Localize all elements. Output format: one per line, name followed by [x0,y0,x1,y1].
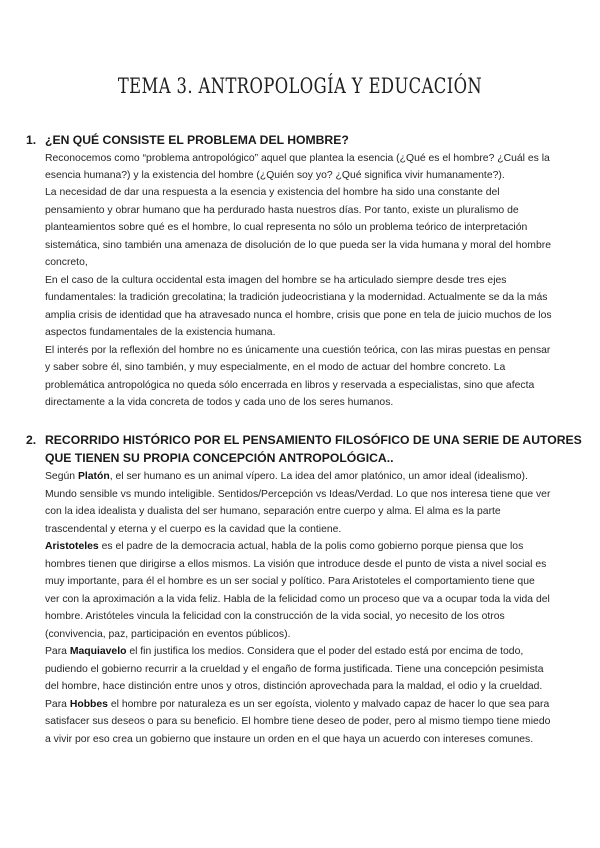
platon-prefix: Según [45,471,78,482]
section-1-line: problemática antropológica no queda sólo encerrada en libros y reservada a especialistas, sino que afecta [45,380,535,391]
section-1-number: 1. [26,133,37,147]
author-name-maquiavelo: Maquiavelo [69,646,127,657]
aristoteles-line: muy importante, para él el hombre es un ser social y político. Para Aristoteles el comportamiento tiene que [45,576,535,587]
section-1-line: Reconocemos como “problema antropológico” aquel que plantea la esencia (¿Qué es el hombre? ¿Cuál es la [45,153,550,164]
section-1-line: En el caso de la cultura occidental esta imagen del hombre se ha articulado siempre desde tres ejes [45,275,507,286]
author-name-aristoteles: Aristoteles [45,541,99,552]
section-1-line: planteamientos sobre qué es el hombre, lo cual representa no sólo un problema teórico de interpretación [45,222,528,233]
platon-line: Mundo sensible vs mundo inteligible. Sentidos/Percepción vs Ideas/Verdad. Lo que nos interesa tiene que ver [45,489,551,500]
aristoteles-line: ver con la aproximación a la vida feliz. Habla de la felicidad como un proceso que va a ocupar toda la vida del [45,594,550,605]
section-1-line: La necesidad de dar una respuesta a la esencia y existencia del hombre ha sido una constante del [45,187,500,198]
maquiavelo-paragraph-first-line [45,645,523,658]
section-1-line: aspectos fundamentales de la existencia humana. [45,327,276,338]
author-name-platon: Platón [77,471,110,482]
aristoteles-line: hombres tienen que dirigirse a ellos mismos. La visión que introduce desde el punto de vista a nivel social es [45,559,547,570]
section-1-line: esencia humana?) y la existencia del hombre (¿Quién soy yo? ¿Qué significa vivir humanamente?). [45,170,505,181]
section-1-line: directamente a la vida concreta de todos y cada uno de los seres humanos. [45,397,394,408]
hobbes-paragraph-first-line [45,698,549,711]
section-1-line: y saber sobre él, sino también, y muy especialmente, en el modo de actuar del hombre concreto. La [45,362,506,373]
author-name-hobbes: Hobbes [69,699,108,710]
section-2-heading-line1: RECORRIDO HISTÓRICO POR EL PENSAMIENTO FILOSÓFICO DE UNA SERIE DE AUTORES [45,433,582,447]
section-1-line: fundamentales: la tradición grecolatina; la tradición judeocristiana y la modernidad. Actualmente se da la más [45,292,548,303]
hobbes-line: a vivir por eso crea un gobierno que instaure un orden en el que haya un acuerdo con intereses comunes. [45,734,534,745]
section-1-line: El interés por la reflexión del hombre no es únicamente una cuestión teórica, con las miras puestas en pensar [45,345,551,356]
page-title: TEMA 3. ANTROPOLOGÍA Y EDUCACIÓN [117,74,483,98]
maquiavelo-line: del hombre, hace distinción entre unos y otros, distinción aprovechada para la maldad, el odio y la crueldad. [45,681,543,692]
section-1-line: pensamiento y obrar humano que ha perdurado hasta nuestros días. Por tanto, existe un pluralismo de [45,205,519,216]
platon-rest: , el ser humano es un animal vípero. La idea del amor platónico, un amor ideal (idealismo). [109,471,528,482]
section-1-heading: ¿EN QUÉ CONSISTE EL PROBLEMA DEL HOMBRE? [45,133,349,147]
hobbes-rest: el hombre por naturaleza es un ser egoísta, violento y malvado capaz de hacer lo que sea para [107,699,550,710]
section-2-number: 2. [26,433,37,447]
platon-line: con la idea idealista y dualista del ser humano, separación entre cuerpo y alma. El alma es la parte [45,506,501,517]
section-1-line: concreto, [45,257,88,268]
aristoteles-line: (convivencia, paz, participación en eventos públicos). [45,629,291,640]
maquiavelo-prefix: Para [45,646,70,657]
maquiavelo-rest: el fin justifica los medios. Considera que el poder del estado está por encima de todo, [126,646,524,657]
aristoteles-paragraph-first-line [45,540,523,553]
platon-line: trascendental y eterna y el cuerpo es la cavidad que la contiene. [45,524,342,535]
maquiavelo-line: pudiendo el gobierno recurrir a la crueldad y el engaño de forma justificada. Tiene una concepción pesimista [45,664,544,675]
section-1-line: sistemática, sino también una amenaza de disolución de lo que pueda ser la vida humana y moral del hombre [45,240,551,251]
aristoteles-line: hombre. Aristóteles vincula la felicidad con la construcción de la vida social, yo necesito de los otros [45,611,505,622]
platon-paragraph-first-line [45,470,528,483]
hobbes-line: satisfacer sus deseos o para su beneficio. El hombre tiene deseo de poder, pero al mismo tiempo tiene miedo [45,716,551,727]
aristoteles-rest: es el padre de la democracia actual, habla de la polis como gobierno porque piensa que los [98,541,524,552]
section-2-heading-line2: QUE TIENEN SU PROPIA CONCEPCIÓN ANTROPOLÓGICA.. [45,451,394,465]
hobbes-prefix: Para [45,699,70,710]
section-1-line: amplia crisis de identidad que ha atravesado nunca el hombre, crisis que pone en tela de juicio muchos de los [45,310,552,321]
